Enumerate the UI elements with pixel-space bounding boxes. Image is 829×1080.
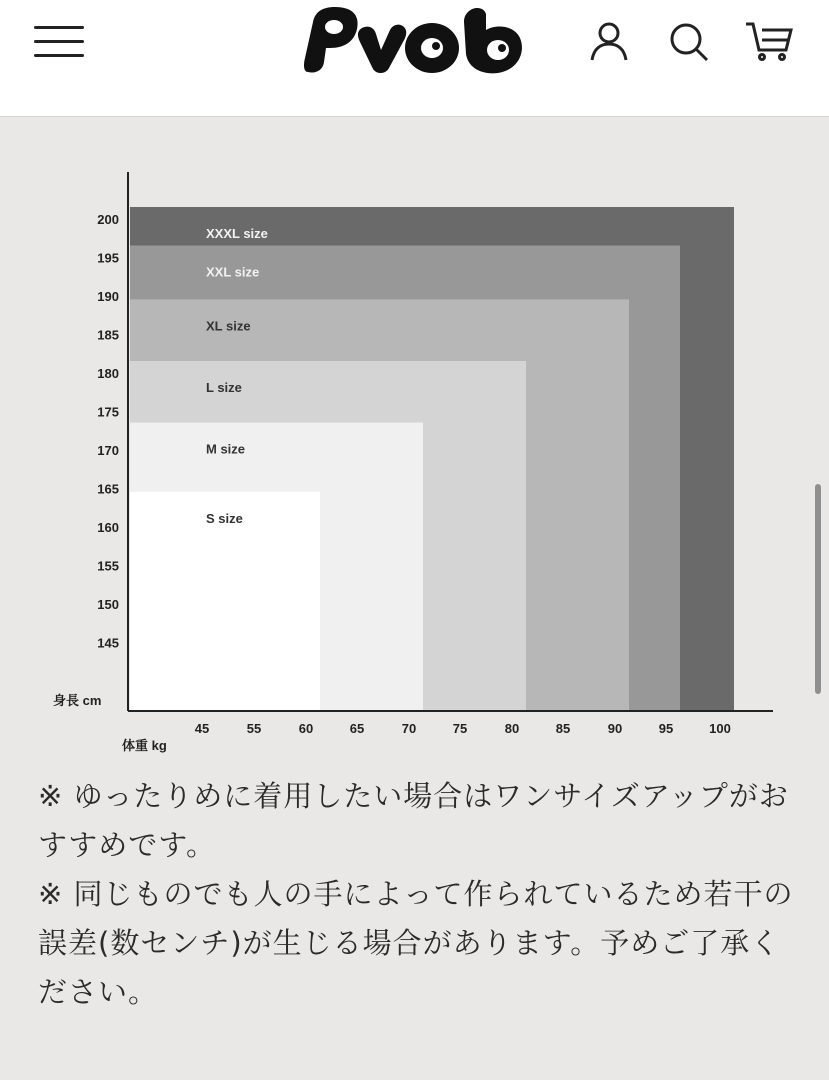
y-tick-label: 195 xyxy=(97,250,119,266)
y-axis-label: 身長 cm xyxy=(53,693,102,708)
site-header xyxy=(0,0,829,117)
y-tick-label: 180 xyxy=(97,366,119,381)
y-tick-label: 190 xyxy=(97,289,119,304)
x-tick-label: 65 xyxy=(349,721,365,736)
size-label: XL size xyxy=(206,318,251,334)
y-tick-label: 200 xyxy=(97,212,119,227)
size-label: XXXL size xyxy=(206,226,268,241)
x-axis-label: 体重 kg xyxy=(122,738,167,753)
y-tick-label: 165 xyxy=(97,481,119,497)
size-label: M size xyxy=(206,441,246,457)
x-tick-label: 90 xyxy=(607,721,623,736)
y-tick-label: 155 xyxy=(97,558,119,574)
note-loose-fit: ※ ゆったりめに着用したい場合はワンサイズアップがおすすめです。 xyxy=(38,779,789,862)
x-tick-label: 70 xyxy=(401,721,417,736)
y-tick-label: 145 xyxy=(97,635,119,651)
size-label: S size xyxy=(206,510,243,526)
y-tick-label: 175 xyxy=(97,404,119,420)
x-tick-label: 75 xyxy=(452,721,468,736)
scrollbar-thumb[interactable] xyxy=(815,484,821,694)
note-size-variance: ※ 同じものでも人の手によって作られているため若干の誤差(数センチ)が生じる場合があります。予めご了承ください。 xyxy=(38,877,794,1009)
x-tick-label: 100 xyxy=(709,721,731,736)
y-tick-label: 185 xyxy=(97,327,119,343)
y-tick-label: 160 xyxy=(97,520,119,535)
menu-icon[interactable] xyxy=(34,22,86,62)
x-tick-label: 85 xyxy=(555,721,571,736)
y-tick-label: 150 xyxy=(97,597,119,612)
y-tick-label: 170 xyxy=(97,443,119,458)
x-tick-label: 60 xyxy=(298,721,314,736)
notes-section xyxy=(38,772,798,1017)
x-tick-label: 45 xyxy=(194,721,210,736)
search-icon[interactable] xyxy=(664,16,714,66)
size-label: XXL size xyxy=(206,264,260,280)
x-tick-label: 55 xyxy=(246,721,262,736)
cart-icon[interactable] xyxy=(744,16,794,66)
user-icon[interactable] xyxy=(584,16,634,66)
size-chart xyxy=(40,160,800,760)
x-tick-label: 80 xyxy=(504,721,520,736)
x-tick-label: 95 xyxy=(658,721,674,736)
brand-logo[interactable] xyxy=(300,0,530,84)
size-label: L size xyxy=(206,380,242,395)
